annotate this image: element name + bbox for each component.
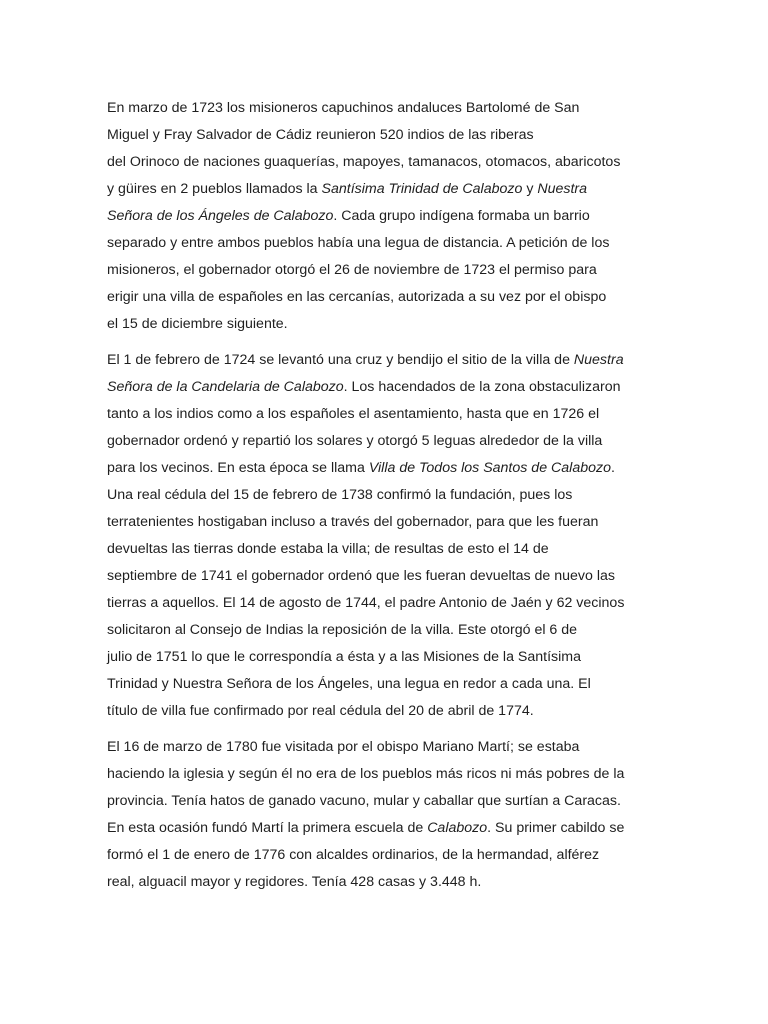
text-run: . Su primer cabildo se xyxy=(487,820,625,836)
text-line xyxy=(107,671,659,698)
text-run: Trinidad y Nuestra Señora de los Ángeles, una legua en redor a cada una. El xyxy=(107,676,591,692)
text-run: del Orinoco de naciones guaquerías, mapoyes, tamanacos, otomacos, abaricotos xyxy=(107,154,621,170)
text-line xyxy=(107,401,659,428)
text-line xyxy=(107,644,659,671)
text-line xyxy=(107,815,659,842)
text-run: separado y entre ambos pueblos había una legua de distancia. A petición de los xyxy=(107,235,610,251)
text-run: . Cada grupo indígena formaba un barrio xyxy=(333,208,590,224)
text-line xyxy=(107,617,659,644)
text-line xyxy=(107,122,659,149)
text-line xyxy=(107,95,659,122)
italic-text: Calabozo xyxy=(427,820,488,836)
text-run: El 16 de marzo de 1780 fue visitada por el obispo Mariano Martí; se estaba xyxy=(107,739,580,755)
document-body xyxy=(107,95,659,905)
italic-text: Santísima Trinidad de Calabozo xyxy=(321,181,523,197)
paragraph xyxy=(107,95,659,338)
text-run: y güires en 2 pueblos llamados la xyxy=(107,181,322,197)
italic-text: Señora de la Candelaria de Calabozo xyxy=(107,379,344,395)
text-line xyxy=(107,428,659,455)
text-run: provincia. Tenía hatos de ganado vacuno, mular y caballar que surtían a Caracas. xyxy=(107,793,621,809)
text-run: formó el 1 de enero de 1776 con alcaldes ordinarios, de la hermandad, alférez xyxy=(107,847,600,863)
italic-text: Villa de Todos los Santos de Calabozo xyxy=(368,460,611,476)
text-run: Una real cédula del 15 de febrero de 1738 confirmó la fundación, pues los xyxy=(107,487,573,503)
text-run: haciendo la iglesia y según él no era de los pueblos más ricos ni más pobres de la xyxy=(107,766,625,782)
italic-text: Señora de los Ángeles de Calabozo xyxy=(107,208,334,224)
text-line xyxy=(107,869,659,896)
text-run: julio de 1751 lo que le correspondía a ésta y a las Misiones de la Santísima xyxy=(107,649,581,665)
text-run: El 1 de febrero de 1724 se levantó una cruz y bendijo el sitio de la villa de xyxy=(107,352,574,368)
text-line xyxy=(107,734,659,761)
text-run: misioneros, el gobernador otorgó el 26 de noviembre de 1723 el permiso para xyxy=(107,262,597,278)
text-line xyxy=(107,698,659,725)
text-run: gobernador ordenó y repartió los solares y otorgó 5 leguas alrededor de la villa xyxy=(107,433,603,449)
text-line xyxy=(107,347,659,374)
text-run: tierras a aquellos. El 14 de agosto de 1744, el padre Antonio de Jaén y 62 vecinos xyxy=(107,595,625,611)
text-line xyxy=(107,284,659,311)
text-line xyxy=(107,203,659,230)
text-run: terratenientes hostigaban incluso a través del gobernador, para que les fueran xyxy=(107,514,599,530)
text-line xyxy=(107,257,659,284)
text-line xyxy=(107,563,659,590)
text-line xyxy=(107,176,659,203)
text-line xyxy=(107,455,659,482)
paragraph xyxy=(107,347,659,725)
paragraph xyxy=(107,734,659,896)
text-line xyxy=(107,788,659,815)
text-line xyxy=(107,230,659,257)
text-line xyxy=(107,482,659,509)
text-run: tanto a los indios como a los españoles el asentamiento, hasta que en 1726 el xyxy=(107,406,600,422)
text-run: y xyxy=(522,181,538,197)
text-line xyxy=(107,536,659,563)
text-line xyxy=(107,149,659,176)
text-run: el 15 de diciembre siguiente. xyxy=(107,316,288,332)
text-line xyxy=(107,761,659,788)
text-line xyxy=(107,311,659,338)
italic-text: Nuestra xyxy=(573,352,624,368)
text-run: real, alguacil mayor y regidores. Tenía 428 casas y 3.448 h. xyxy=(107,874,482,890)
text-run: Miguel y Fray Salvador de Cádiz reunieron 520 indios de las riberas xyxy=(107,127,534,143)
text-line xyxy=(107,509,659,536)
italic-text: Nuestra xyxy=(537,181,588,197)
text-run: erigir una villa de españoles en las cercanías, autorizada a su vez por el obispo xyxy=(107,289,607,305)
text-run: solicitaron al Consejo de Indias la reposición de la villa. Este otorgó el 6 de xyxy=(107,622,578,638)
text-line xyxy=(107,590,659,617)
text-run: En marzo de 1723 los misioneros capuchinos andaluces Bartolomé de San xyxy=(107,100,580,116)
text-run: para los vecinos. En esta época se llama xyxy=(107,460,369,476)
text-run: devueltas las tierras donde estaba la villa; de resultas de esto el 14 de xyxy=(107,541,549,557)
text-run: . Los hacendados de la zona obstaculizaron xyxy=(343,379,621,395)
text-run: septiembre de 1741 el gobernador ordenó que les fueran devueltas de nuevo las xyxy=(107,568,615,584)
text-line xyxy=(107,842,659,869)
text-run: título de villa fue confirmado por real cédula del 20 de abril de 1774. xyxy=(107,703,534,719)
text-line xyxy=(107,374,659,401)
text-run: . xyxy=(610,460,615,476)
text-run: En esta ocasión fundó Martí la primera escuela de xyxy=(107,820,428,836)
